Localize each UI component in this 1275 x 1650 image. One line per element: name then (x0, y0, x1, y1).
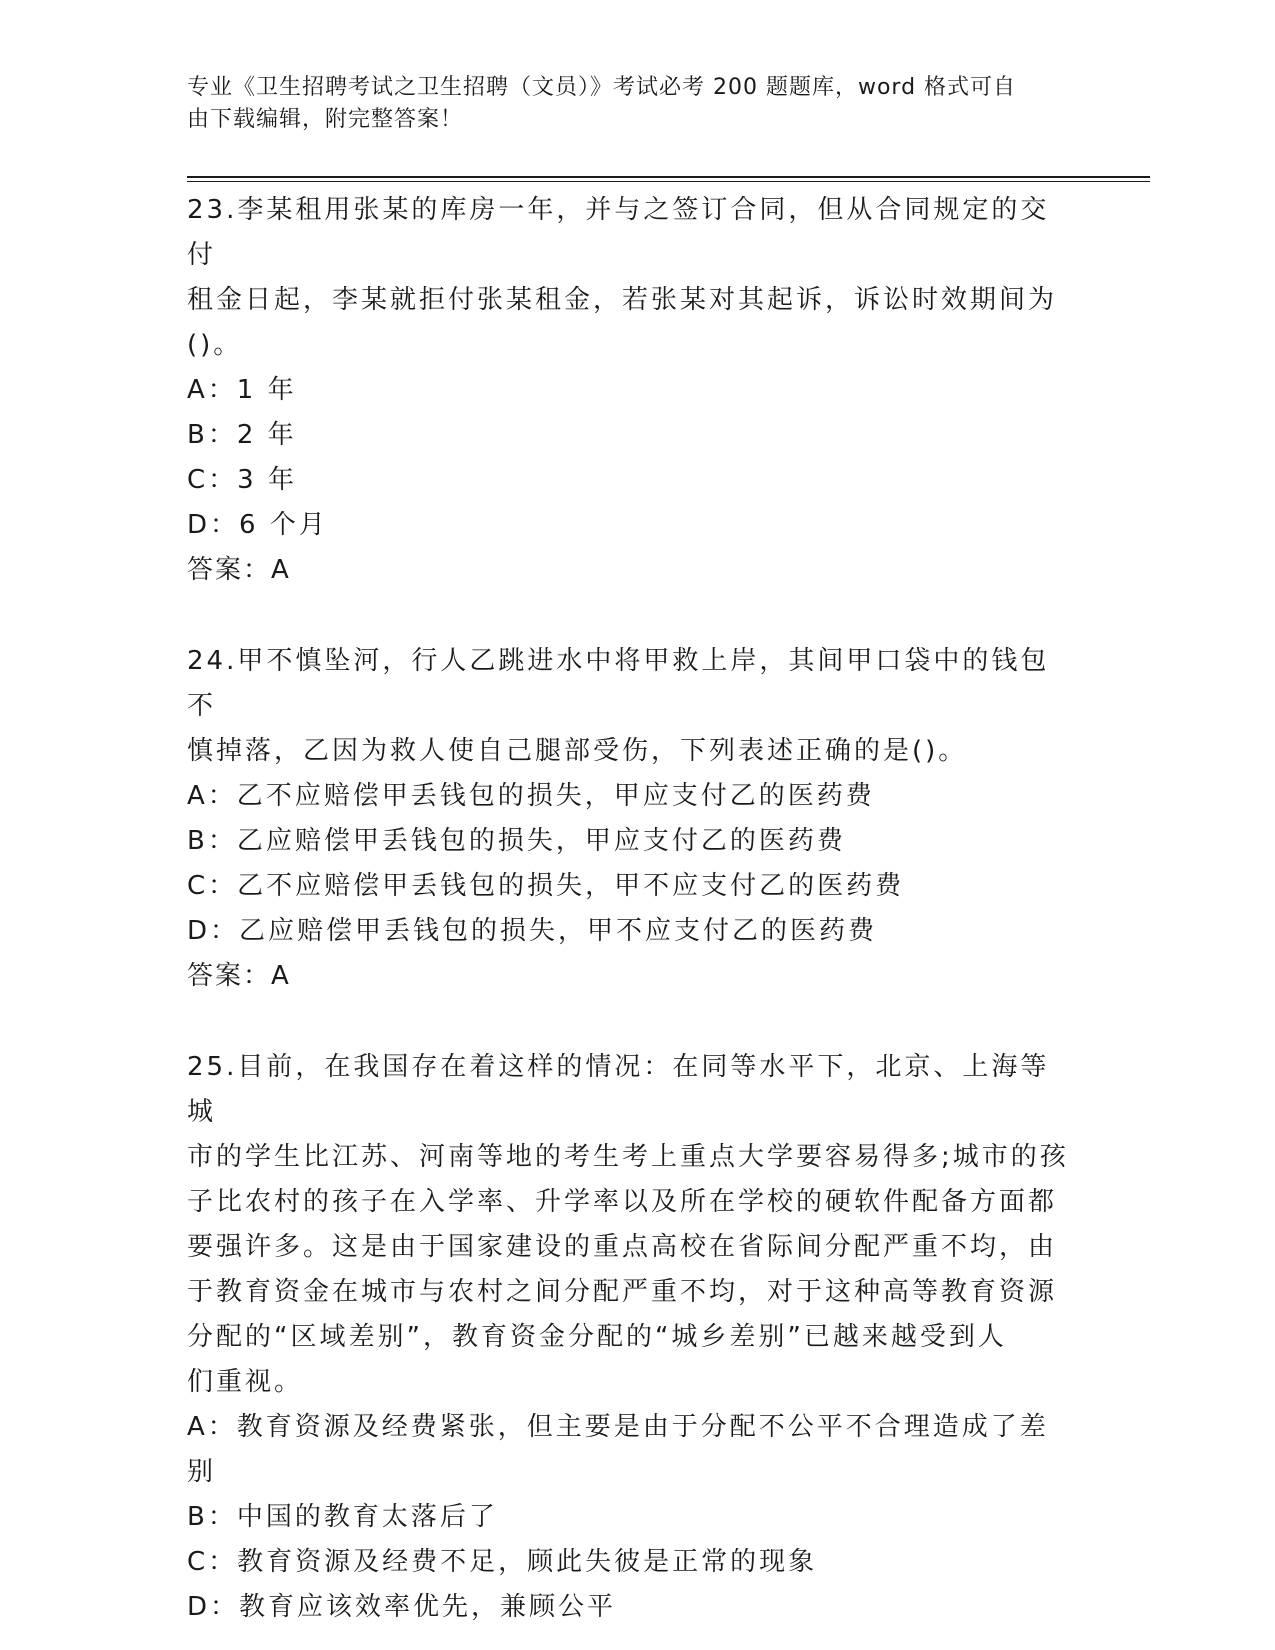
question-stem-line: 慎掉落，乙因为救人使自己腿部受伤，下列表述正确的是()。 (187, 736, 968, 766)
option-b: B：乙应赔偿甲丢钱包的损失，甲应支付乙的医药费 (187, 826, 846, 856)
header-line-2: 由下载编辑，附完整答案！ (187, 107, 464, 132)
question-23 (187, 188, 1077, 593)
question-stem-line: 25.目前，在我国存在着这样的情况：在同等水平下，北京、上海等城 (187, 1052, 1050, 1127)
header-divider-thin (187, 181, 1150, 182)
question-stem-line: 于教育资金在城市与农村之间分配严重不均，对于这种高等教育资源 (187, 1277, 1058, 1307)
question-list (187, 188, 1077, 1630)
question-stem-line: 租金日起，李某就拒付张某租金，若张某对其起诉，诉讼时效期间为 (187, 285, 1058, 315)
option-b: B：2 年 (187, 420, 297, 450)
option-b: B：中国的教育太落后了 (187, 1502, 498, 1532)
option-a: A：乙不应赔偿甲丢钱包的损失，甲应支付乙的医药费 (187, 781, 875, 811)
question-stem-line: 分配的“区域差别”，教育资金分配的“城乡差别”已越来越受到人 (187, 1322, 1007, 1352)
option-a: A：教育资源及经费紧张，但主要是由于分配不公平不合理造成了差别 (187, 1412, 1049, 1487)
answer-line: 答案：A (187, 961, 291, 991)
option-a: A：1 年 (187, 375, 297, 405)
question-spacer (187, 593, 1077, 639)
question-24 (187, 639, 1077, 999)
question-stem-line: 23.李某租用张某的库房一年，并与之签订合同，但从合同规定的交付 (187, 195, 1050, 270)
question-stem-line: 们重视。 (187, 1367, 304, 1397)
question-stem-line: ()。 (187, 330, 243, 360)
document-header (187, 72, 1067, 136)
option-d: D：6 个月 (187, 510, 328, 540)
answer-line: 答案：A (187, 555, 291, 585)
option-c: C：3 年 (187, 465, 297, 495)
option-c: C：乙不应赔偿甲丢钱包的损失，甲不应支付乙的医药费 (187, 871, 905, 901)
question-stem-line: 24.甲不慎坠河，行人乙跳进水中将甲救上岸，其间甲口袋中的钱包不 (187, 646, 1050, 721)
question-spacer (187, 999, 1077, 1045)
header-line-1: 专业《卫生招聘考试之卫生招聘（文员）》考试必考 200 题题库，word 格式可自 (187, 75, 1017, 100)
option-c: C：教育资源及经费不足，顾此失彼是正常的现象 (187, 1547, 818, 1577)
option-d: D：乙应赔偿甲丢钱包的损失，甲不应支付乙的医药费 (187, 916, 878, 946)
header-divider-thick (187, 176, 1150, 178)
question-stem-line: 市的学生比江苏、河南等地的考生考上重点大学要容易得多;城市的孩 (187, 1142, 1069, 1172)
question-stem-line: 子比农村的孩子在入学率、升学率以及所在学校的硬软件配备方面都 (187, 1187, 1058, 1217)
question-25 (187, 1045, 1077, 1630)
question-stem-line: 要强许多。这是由于国家建设的重点高校在省际间分配严重不均，由 (187, 1232, 1058, 1262)
option-d: D：教育应该效率优先，兼顾公平 (187, 1592, 617, 1622)
